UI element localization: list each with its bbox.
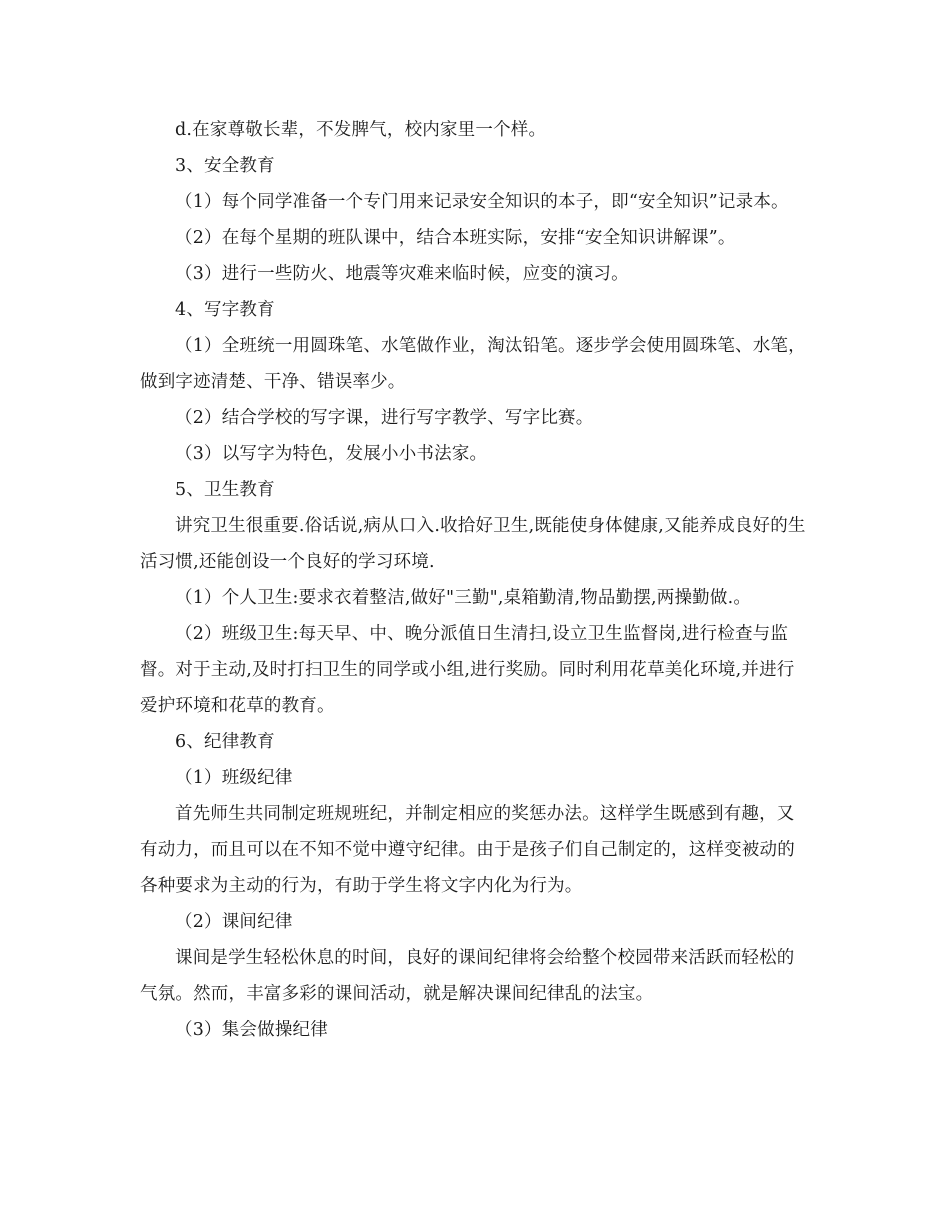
paragraph-writing-pens: （1）全班统一用圆珠笔、水笔做作业，淘汰铅笔。逐步学会使用圆珠笔、水笔，做到字迹清楚、干净、错误率少。 bbox=[140, 336, 806, 392]
paragraph-class-discipline: 首先师生共同制定班规班纪，并制定相应的奖惩办法。这样学生既感到有趣，又有动力，而且可以在不知不觉中遵守纪律。由于是孩子们自己制定的，这样变被动的各种要求为主动的行为，有助于学生将文字内化为行为。 bbox=[140, 804, 795, 896]
subheading-class-discipline: （1）班级纪律 bbox=[175, 768, 293, 788]
paragraph-safety-notebook: （1）每个同学准备一个专门用来记录安全知识的本子，即“安全知识”记录本。 bbox=[175, 192, 789, 212]
paragraph-hygiene-intro: 讲究卫生很重要.俗话说,病从口入.收拾好卫生,既能使身体健康,又能养成良好的生活习惯,还能创设一个良好的学习环境. bbox=[140, 516, 806, 572]
heading-safety-education: 3、安全教育 bbox=[175, 156, 275, 176]
paragraph-writing-calligraphy: （3）以写字为特色，发展小小书法家。 bbox=[175, 444, 488, 464]
heading-discipline-education: 6、纪律教育 bbox=[175, 732, 275, 752]
paragraph-safety-lecture: （2）在每个星期的班队课中，结合本班实际，安排“安全知识讲解课”。 bbox=[175, 228, 736, 248]
heading-writing-education: 4、写字教育 bbox=[175, 300, 275, 320]
document-body bbox=[140, 112, 810, 1048]
paragraph-class-hygiene: （2）班级卫生:每天早、中、晚分派值日生清扫,设立卫生监督岗,进行检查与监督。对于主动,及时打扫卫生的同学或小组,进行奖励。同时利用花草美化环境,并进行爱护环境和花草的教育。 bbox=[140, 624, 795, 716]
paragraph-respect-elders: d.在家尊敬长辈，不发脾气，校内家里一个样。 bbox=[175, 120, 547, 140]
subheading-break-discipline: （2）课间纪律 bbox=[175, 912, 293, 932]
paragraph-personal-hygiene: （1）个人卫生:要求衣着整洁,做好"三勤",桌箱勤清,物品勤摆,两操勤做.。 bbox=[175, 588, 752, 608]
paragraph-writing-class: （2）结合学校的写字课，进行写字教学、写字比赛。 bbox=[175, 408, 594, 428]
heading-hygiene-education: 5、卫生教育 bbox=[175, 480, 275, 500]
paragraph-safety-drill: （3）进行一些防火、地震等灾难来临时候，应变的演习。 bbox=[175, 264, 629, 284]
paragraph-break-discipline: 课间是学生轻松休息的时间，良好的课间纪律将会给整个校园带来活跃而轻松的气氛。然而，丰富多彩的课间活动，就是解决课间纪律乱的法宝。 bbox=[140, 948, 795, 1004]
subheading-assembly-discipline: （3）集会做操纪律 bbox=[175, 1020, 328, 1040]
